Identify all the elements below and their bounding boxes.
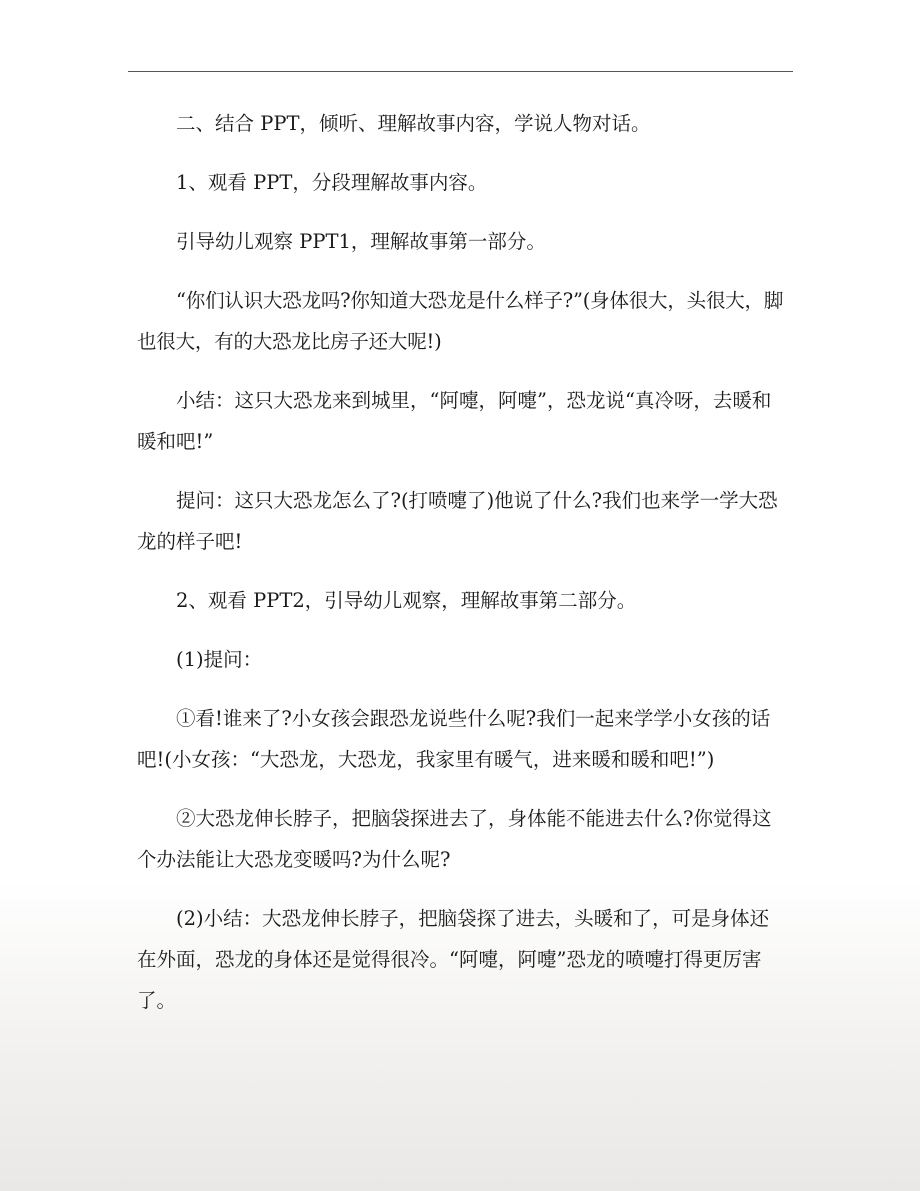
header-rule [128,71,793,72]
step-heading-1: 1、观看 PPT，分段理解故事内容。 [176,171,488,194]
sub-heading-question: (1)提问： [176,648,263,671]
paragraph-question-sneeze: 提问：这只大恐龙怎么了?(打喷嚏了)他说了什么?我们也来学一学大恐龙的样子吧! [137,489,778,553]
paragraph-question-girl: ①看!谁来了?小女孩会跟恐龙说些什么呢?我们一起来学学小女孩的话吧!(小女孩：“大恐龙，大恐龙，我家里有暖气，进来暖和暖和吧!”) [137,707,771,771]
paragraph-question-dinosaur: “你们认识大恐龙吗?你知道大恐龙是什么样子?”(身体很大，头很大，脚也很大，有的大恐龙比房子还大呢!) [137,289,784,353]
paragraph-guide-ppt1: 引导幼儿观察 PPT1，理解故事第一部分。 [176,230,546,253]
paragraph-question-neck: ②大恐龙伸长脖子，把脑袋探进去了，身体能不能进去什么?你觉得这个办法能让大恐龙变暖吗?为什么呢? [137,807,772,871]
paragraph-summary-1: 小结：这只大恐龙来到城里，“阿嚏，阿嚏”，恐龙说“真冷呀，去暖和暖和吧!” [137,389,772,453]
document-body [137,103,787,1039]
step-heading-2: 2、观看 PPT2，引导幼儿观察，理解故事第二部分。 [176,589,637,612]
section-heading: 二、结合 PPT，倾听、理解故事内容，学说人物对话。 [176,112,651,135]
paragraph-summary-2: (2)小结：大恐龙伸长脖子，把脑袋探了进去，头暖和了，可是身体还在外面，恐龙的身体还是觉得很冷。“阿嚏，阿嚏”恐龙的喷嚏打得更厉害了。 [137,907,770,1012]
